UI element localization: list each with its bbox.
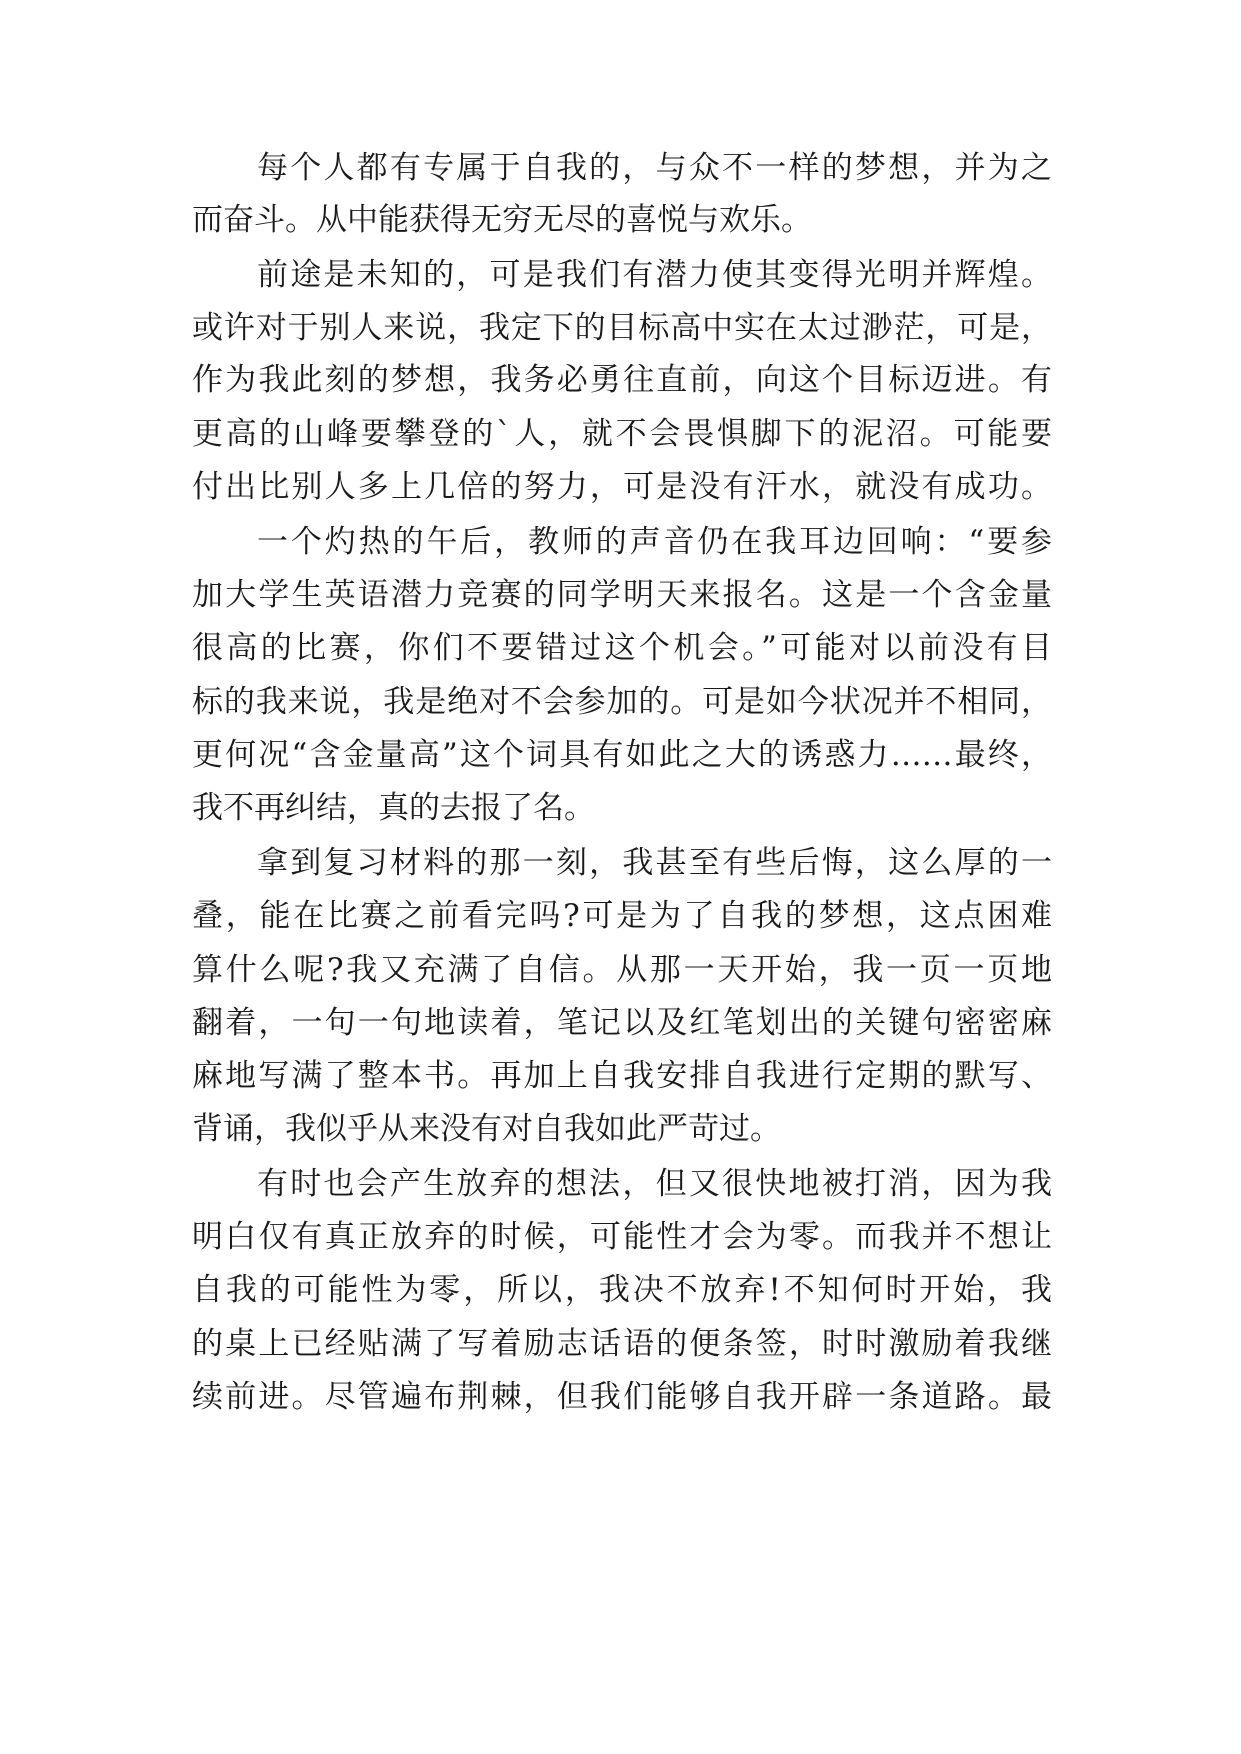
paragraph-line: 叠，能在比赛之前看完吗?可是为了自我的梦想，这点困难: [192, 898, 1052, 934]
paragraph-line: 麻地写满了整本书。再加上自我安排自我进行定期的默写、: [192, 1058, 1052, 1094]
paragraph-line: 明白仅有真正放弃的时候，可能性才会为零。而我并不想让: [192, 1219, 1052, 1255]
paragraph-line: 标的我来说，我是绝对不会参加的。可是如今状况并不相同，: [192, 684, 1052, 720]
paragraph-line: 作为我此刻的梦想，我务必勇往直前，向这个目标迈进。有: [192, 362, 1052, 398]
paragraph-line: 加大学生英语潜力竞赛的同学明天来报名。这是一个含金量: [192, 577, 1052, 613]
paragraph-line: 或许对于别人来说，我定下的目标高中实在太过渺茫，可是，: [192, 310, 1052, 346]
paragraph-line: 算什么呢?我又充满了自信。从那一天开始，我一页一页地: [192, 952, 1052, 988]
paragraph-line: 前途是未知的，可是我们有潜力使其变得光明并辉煌。: [257, 257, 1052, 293]
paragraph-line: 我不再纠结，真的去报了名。: [192, 790, 595, 826]
paragraph-line: 背诵，我似乎从来没有对自我如此严苛过。: [192, 1111, 781, 1147]
paragraph-line: 续前进。尽管遍布荆棘，但我们能够自我开辟一条道路。最: [192, 1379, 1052, 1415]
paragraph-line: 而奋斗。从中能获得无穷无尽的喜悦与欢乐。: [192, 202, 812, 238]
paragraph-line: 付出比别人多上几倍的努力，可是没有汗水，就没有成功。: [192, 469, 1052, 505]
paragraph-line: 的桌上已经贴满了写着励志话语的便条签，时时激励着我继: [192, 1326, 1052, 1362]
paragraph-line: 拿到复习材料的那一刻，我甚至有些后悔，这么厚的一: [257, 845, 1052, 881]
paragraph-line: 有时也会产生放弃的想法，但又很快地被打消，因为我: [257, 1166, 1052, 1202]
paragraph-line: 自我的可能性为零，所以，我决不放弃!不知何时开始，我: [192, 1272, 1052, 1308]
paragraph-line: 更高的山峰要攀登的`人，就不会畏惧脚下的泥沼。可能要: [192, 416, 1052, 452]
paragraph-line: 更何况“含金量高”这个词具有如此之大的诱惑力……最终，: [192, 737, 1052, 773]
paragraph-line: 翻着，一句一句地读着，笔记以及红笔划出的关键句密密麻: [192, 1005, 1052, 1041]
paragraph-line: 很高的比赛，你们不要错过这个机会。”可能对以前没有目: [192, 630, 1052, 666]
paragraph-line: 每个人都有专属于自我的，与众不一样的梦想，并为之: [257, 150, 1052, 186]
paragraph-line: 一个灼热的午后，教师的声音仍在我耳边回响：“要参: [257, 524, 1052, 560]
